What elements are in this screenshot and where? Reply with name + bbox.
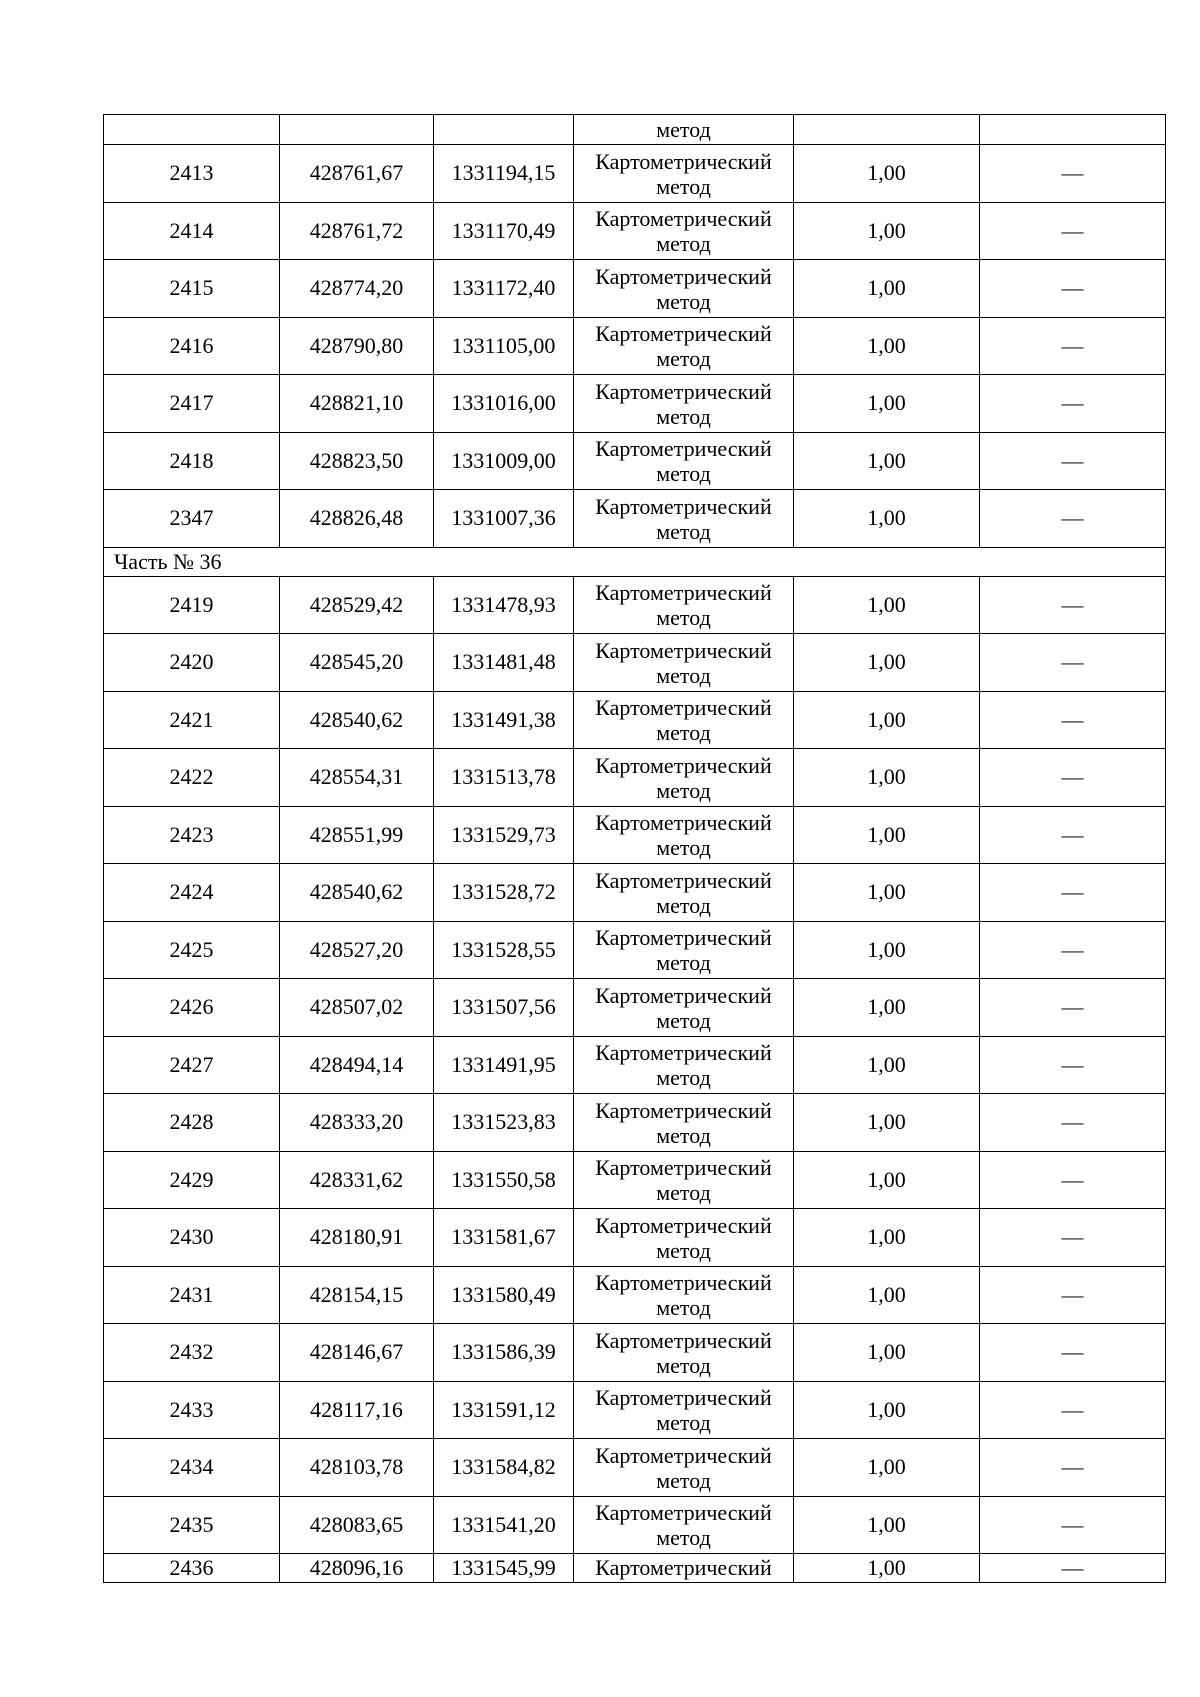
cell-precision: 1,00: [794, 749, 980, 807]
cell-y: 1331591,12: [434, 1381, 574, 1439]
cell-x: 428117,16: [280, 1381, 434, 1439]
cell-note: —: [980, 202, 1166, 260]
cell-precision: 1,00: [794, 145, 980, 203]
cell-num: 2413: [104, 145, 280, 203]
table-row-cut: [104, 1554, 1166, 1583]
cell-method: [574, 1381, 794, 1439]
table-row: [104, 490, 1166, 548]
cell-x: 428826,48: [280, 490, 434, 548]
cell-method: [574, 1496, 794, 1554]
cell-precision: 1,00: [794, 864, 980, 922]
cell-method: [574, 921, 794, 979]
cell-note: —: [980, 145, 1166, 203]
method-line-2: метод: [656, 777, 711, 803]
cell-precision: 1,00: [794, 806, 980, 864]
method-line-2: метод: [656, 950, 711, 976]
cell-note: —: [980, 749, 1166, 807]
cell-method: [574, 749, 794, 807]
cell-method: [574, 576, 794, 634]
method-line-2: метод: [656, 662, 711, 688]
cell-precision: 1,00: [794, 1554, 980, 1583]
table-body: [104, 115, 1166, 1583]
method-line-1: Картометрический: [595, 1500, 772, 1526]
method-line-2: метод: [656, 1007, 711, 1033]
table-row: [104, 1094, 1166, 1152]
cell-method: [574, 1324, 794, 1382]
cell-y: 1331105,00: [434, 317, 574, 375]
cell-num: 2424: [104, 864, 280, 922]
method-line-2: метод: [656, 173, 711, 199]
cell-num: 2425: [104, 921, 280, 979]
cell-precision: 1,00: [794, 1496, 980, 1554]
cell-note: —: [980, 806, 1166, 864]
method-line-1: Картометрический: [595, 580, 772, 606]
cell-x: 428083,65: [280, 1496, 434, 1554]
cell-precision: 1,00: [794, 432, 980, 490]
method-line-2: метод: [656, 1352, 711, 1378]
cell-note: —: [980, 634, 1166, 692]
table-row: [104, 260, 1166, 318]
cell-y: 1331016,00: [434, 375, 574, 433]
cell-x: 428540,62: [280, 691, 434, 749]
cell-y: 1331584,82: [434, 1439, 574, 1497]
cell-num: 2434: [104, 1439, 280, 1497]
cell-y: 1331528,72: [434, 864, 574, 922]
cell-method: [574, 979, 794, 1037]
cell-precision: 1,00: [794, 1209, 980, 1267]
section-header-row: [104, 547, 1166, 576]
method-line-2: метод: [656, 1237, 711, 1263]
table-row-continued: [104, 115, 1166, 145]
method-line-2: метод: [656, 1295, 711, 1321]
table-row: [104, 1209, 1166, 1267]
cell-precision: 1,00: [794, 1324, 980, 1382]
cell-y: 1331170,49: [434, 202, 574, 260]
cell-num: 2433: [104, 1381, 280, 1439]
table-row: [104, 1381, 1166, 1439]
method-line-1: Картометрический: [595, 206, 772, 232]
cell-x: 428331,62: [280, 1151, 434, 1209]
cell-y: 1331541,20: [434, 1496, 574, 1554]
cell-x: 428507,02: [280, 979, 434, 1037]
cell-note: —: [980, 979, 1166, 1037]
cell-y: 1331580,49: [434, 1266, 574, 1324]
method-line-1: Картометрический: [595, 1270, 772, 1296]
method-line-1: Картометрический: [595, 263, 772, 289]
method-line-1: Картометрический: [595, 1212, 772, 1238]
cell-x: [280, 115, 434, 145]
method-line-2: метод: [656, 1410, 711, 1436]
cell-note: —: [980, 1266, 1166, 1324]
method-line-1: Картометрический: [595, 1442, 772, 1468]
method-line-1: Картометрический: [595, 436, 772, 462]
cell-note: —: [980, 317, 1166, 375]
method-line-1: Картометрический: [595, 867, 772, 893]
cell-x: 428103,78: [280, 1439, 434, 1497]
cell-method: [574, 1209, 794, 1267]
cell-x: 428180,91: [280, 1209, 434, 1267]
cell-x: 428154,15: [280, 1266, 434, 1324]
cell-note: —: [980, 576, 1166, 634]
cell-method: [574, 202, 794, 260]
cell-note: —: [980, 1209, 1166, 1267]
cell-note: —: [980, 432, 1166, 490]
cell-x: 428527,20: [280, 921, 434, 979]
method-line-2: метод: [656, 231, 711, 257]
method-line-2: метод: [656, 605, 711, 631]
method-line-2: метод: [656, 403, 711, 429]
table-row: [104, 1324, 1166, 1382]
cell-num: 2435: [104, 1496, 280, 1554]
cell-precision: 1,00: [794, 691, 980, 749]
table-row: [104, 1151, 1166, 1209]
method-line-1: Картометрический: [595, 321, 772, 347]
cell-note: —: [980, 1496, 1166, 1554]
cell-num: 2421: [104, 691, 280, 749]
cell-y: 1331478,93: [434, 576, 574, 634]
table-row: [104, 1496, 1166, 1554]
cell-y: 1331523,83: [434, 1094, 574, 1152]
method-line-2: метод: [656, 288, 711, 314]
cell-num: 2418: [104, 432, 280, 490]
cell-x: 428545,20: [280, 634, 434, 692]
method-line-1: Картометрический: [595, 752, 772, 778]
method-line-2: метод: [656, 720, 711, 746]
cell-method: [574, 432, 794, 490]
cell-precision: 1,00: [794, 1036, 980, 1094]
cell-num: 2429: [104, 1151, 280, 1209]
cell-y: 1331481,48: [434, 634, 574, 692]
cell-note: —: [980, 490, 1166, 548]
cell-num: 2430: [104, 1209, 280, 1267]
cell-method: [574, 864, 794, 922]
cell-x: 428551,99: [280, 806, 434, 864]
cell-method: [574, 490, 794, 548]
method-line-1: Картометрический: [595, 1327, 772, 1353]
cell-num: 2432: [104, 1324, 280, 1382]
cell-num: 2426: [104, 979, 280, 1037]
table-row: [104, 1266, 1166, 1324]
cell-note: —: [980, 1094, 1166, 1152]
cell-num: 2423: [104, 806, 280, 864]
cell-method: [574, 375, 794, 433]
table-row: [104, 921, 1166, 979]
cell-precision: 1,00: [794, 1381, 980, 1439]
cell-x: 428761,72: [280, 202, 434, 260]
cell-num: 2415: [104, 260, 280, 318]
table-row: [104, 576, 1166, 634]
cell-precision: 1,00: [794, 1266, 980, 1324]
method-line-2: метод: [656, 835, 711, 861]
table-row: [104, 864, 1166, 922]
cell-note: —: [980, 1381, 1166, 1439]
table-row: [104, 145, 1166, 203]
cell-num: 2436: [104, 1554, 280, 1583]
method-line-1: Картометрический: [595, 1097, 772, 1123]
section-title: Часть № 36: [104, 547, 1166, 576]
cell-method: [574, 634, 794, 692]
cell-num: [104, 115, 280, 145]
cell-num: 2420: [104, 634, 280, 692]
method-line-1: Картометрический: [595, 148, 772, 174]
cell-y: 1331507,56: [434, 979, 574, 1037]
method-line-2: метод: [656, 518, 711, 544]
cell-num: 2347: [104, 490, 280, 548]
cell-num: 2427: [104, 1036, 280, 1094]
cell-note: —: [980, 691, 1166, 749]
cell-precision: 1,00: [794, 260, 980, 318]
cell-note: [980, 115, 1166, 145]
cell-num: 2419: [104, 576, 280, 634]
method-line-1: Картометрический: [595, 493, 772, 519]
cell-num: 2416: [104, 317, 280, 375]
cell-note: —: [980, 921, 1166, 979]
method-line-1: Картометрический: [595, 1385, 772, 1411]
cell-precision: 1,00: [794, 576, 980, 634]
cell-y: 1331545,99: [434, 1554, 574, 1583]
cell-y: 1331586,39: [434, 1324, 574, 1382]
method-line-1: Картометрический: [595, 982, 772, 1008]
method-line-2: метод: [656, 1467, 711, 1493]
cell-y: 1331009,00: [434, 432, 574, 490]
table-row: [104, 202, 1166, 260]
cell-note: —: [980, 260, 1166, 318]
cell-method: Картометрический: [574, 1554, 794, 1583]
cell-num: 2414: [104, 202, 280, 260]
table-row: [104, 806, 1166, 864]
method-line-1: Картометрический: [595, 378, 772, 404]
cell-y: 1331007,36: [434, 490, 574, 548]
cell-precision: 1,00: [794, 490, 980, 548]
cell-precision: 1,00: [794, 1439, 980, 1497]
method-line-1: Картометрический: [595, 637, 772, 663]
cell-y: [434, 115, 574, 145]
cell-method: [574, 260, 794, 318]
method-line-2: метод: [656, 461, 711, 487]
cell-x: 428823,50: [280, 432, 434, 490]
cell-x: 428821,10: [280, 375, 434, 433]
method-line-1: Картометрический: [595, 1155, 772, 1181]
cell-note: —: [980, 864, 1166, 922]
table-row: [104, 634, 1166, 692]
cell-method: [574, 145, 794, 203]
method-line-1: Картометрический: [595, 925, 772, 951]
cell-precision: [794, 115, 980, 145]
cell-y: 1331194,15: [434, 145, 574, 203]
table-row: [104, 691, 1166, 749]
cell-x: 428529,42: [280, 576, 434, 634]
cell-x: 428494,14: [280, 1036, 434, 1094]
cell-method: [574, 1094, 794, 1152]
cell-note: —: [980, 1324, 1166, 1382]
cell-y: 1331550,58: [434, 1151, 574, 1209]
table-row: [104, 1036, 1166, 1094]
cell-precision: 1,00: [794, 634, 980, 692]
cell-y: 1331513,78: [434, 749, 574, 807]
cell-note: —: [980, 1554, 1166, 1583]
table-row: [104, 1439, 1166, 1497]
method-line-2: метод: [656, 346, 711, 372]
cell-method: метод: [574, 115, 794, 145]
cell-x: 428554,31: [280, 749, 434, 807]
table-row: [104, 375, 1166, 433]
method-line-1: Картометрический: [595, 695, 772, 721]
method-line-2: метод: [656, 1525, 711, 1551]
cell-precision: 1,00: [794, 979, 980, 1037]
cell-x: 428146,67: [280, 1324, 434, 1382]
cell-method: [574, 1036, 794, 1094]
cell-method: [574, 806, 794, 864]
cell-x: 428333,20: [280, 1094, 434, 1152]
cell-x: 428540,62: [280, 864, 434, 922]
cell-x: 428096,16: [280, 1554, 434, 1583]
cell-y: 1331529,73: [434, 806, 574, 864]
cell-note: —: [980, 1439, 1166, 1497]
cell-note: —: [980, 1151, 1166, 1209]
cell-y: 1331491,95: [434, 1036, 574, 1094]
cell-x: 428761,67: [280, 145, 434, 203]
method-line-2: метод: [656, 892, 711, 918]
cell-num: 2431: [104, 1266, 280, 1324]
table-row: [104, 317, 1166, 375]
cell-note: —: [980, 1036, 1166, 1094]
cell-precision: 1,00: [794, 375, 980, 433]
cell-x: 428774,20: [280, 260, 434, 318]
cell-precision: 1,00: [794, 1094, 980, 1152]
cell-x: 428790,80: [280, 317, 434, 375]
cell-method: [574, 1266, 794, 1324]
cell-y: 1331528,55: [434, 921, 574, 979]
cell-method: [574, 691, 794, 749]
cell-precision: 1,00: [794, 317, 980, 375]
table-row: [104, 432, 1166, 490]
cell-note: —: [980, 375, 1166, 433]
method-line-2: метод: [656, 1065, 711, 1091]
coordinates-table: [103, 114, 1166, 1583]
cell-precision: 1,00: [794, 921, 980, 979]
cell-method: [574, 1151, 794, 1209]
cell-method: [574, 317, 794, 375]
method-line-2: метод: [656, 1180, 711, 1206]
cell-y: 1331491,38: [434, 691, 574, 749]
cell-precision: 1,00: [794, 1151, 980, 1209]
cell-num: 2428: [104, 1094, 280, 1152]
cell-method: [574, 1439, 794, 1497]
cell-num: 2422: [104, 749, 280, 807]
cell-y: 1331581,67: [434, 1209, 574, 1267]
table-row: [104, 749, 1166, 807]
method-line-1: Картометрический: [595, 1040, 772, 1066]
method-line-2: метод: [656, 1122, 711, 1148]
cell-y: 1331172,40: [434, 260, 574, 318]
cell-num: 2417: [104, 375, 280, 433]
cell-precision: 1,00: [794, 202, 980, 260]
table-row: [104, 979, 1166, 1037]
method-line-1: Картометрический: [595, 810, 772, 836]
